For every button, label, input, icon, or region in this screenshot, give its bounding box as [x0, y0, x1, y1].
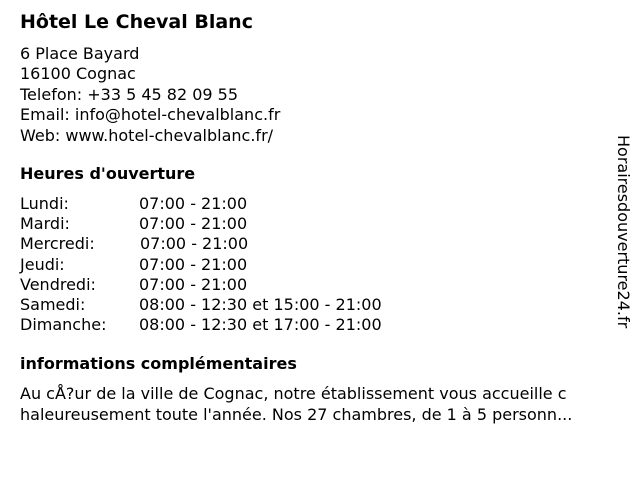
phone-number: Telefon: +33 5 45 82 09 55	[20, 84, 239, 104]
time-range: 07:00 - 21:00	[139, 274, 248, 294]
contact-details	[20, 44, 280, 146]
day-label: Jeudi:	[20, 254, 65, 274]
day-label: Mercredi:	[20, 234, 95, 254]
time-range: 07:00 - 21:00	[139, 254, 248, 274]
day-label: Dimanche:	[20, 315, 107, 335]
opening-hours-heading: Heures d'ouverture	[20, 164, 196, 183]
description-line: haleureusement toute l'année. Nos 27 chambres, de 1 à 5 personn...	[20, 405, 573, 424]
time-range: 07:00 - 21:00	[139, 214, 248, 234]
hotel-name: Hôtel Le Cheval Blanc	[20, 11, 253, 33]
time-range: 07:00 - 21:00	[140, 234, 249, 254]
city-postal-code: 16100 Cognac	[20, 64, 136, 84]
site-watermark: Horairesdouverture24.fr	[614, 135, 633, 329]
day-label: Vendredi:	[20, 274, 96, 294]
website-address: Web: www.hotel-chevalblanc.fr/	[20, 125, 274, 145]
street-address: 6 Place Bayard	[20, 44, 140, 63]
time-range: 07:00 - 21:00	[139, 194, 248, 213]
time-range: 08:00 - 12:30 et 15:00 - 21:00	[139, 294, 382, 314]
time-range: 08:00 - 12:30 et 17:00 - 21:00	[139, 315, 382, 335]
description-line: Au cÅ?ur de la ville de Cognac, notre établissement vous accueille c	[20, 384, 567, 403]
day-label: Lundi:	[20, 194, 69, 213]
day-label: Samedi:	[20, 294, 86, 314]
additional-info-heading: informations complémentaires	[20, 354, 297, 373]
day-label: Mardi:	[20, 214, 70, 234]
hotel-description	[20, 383, 620, 425]
email-address: Email: info@hotel-chevalblanc.fr	[20, 105, 281, 125]
